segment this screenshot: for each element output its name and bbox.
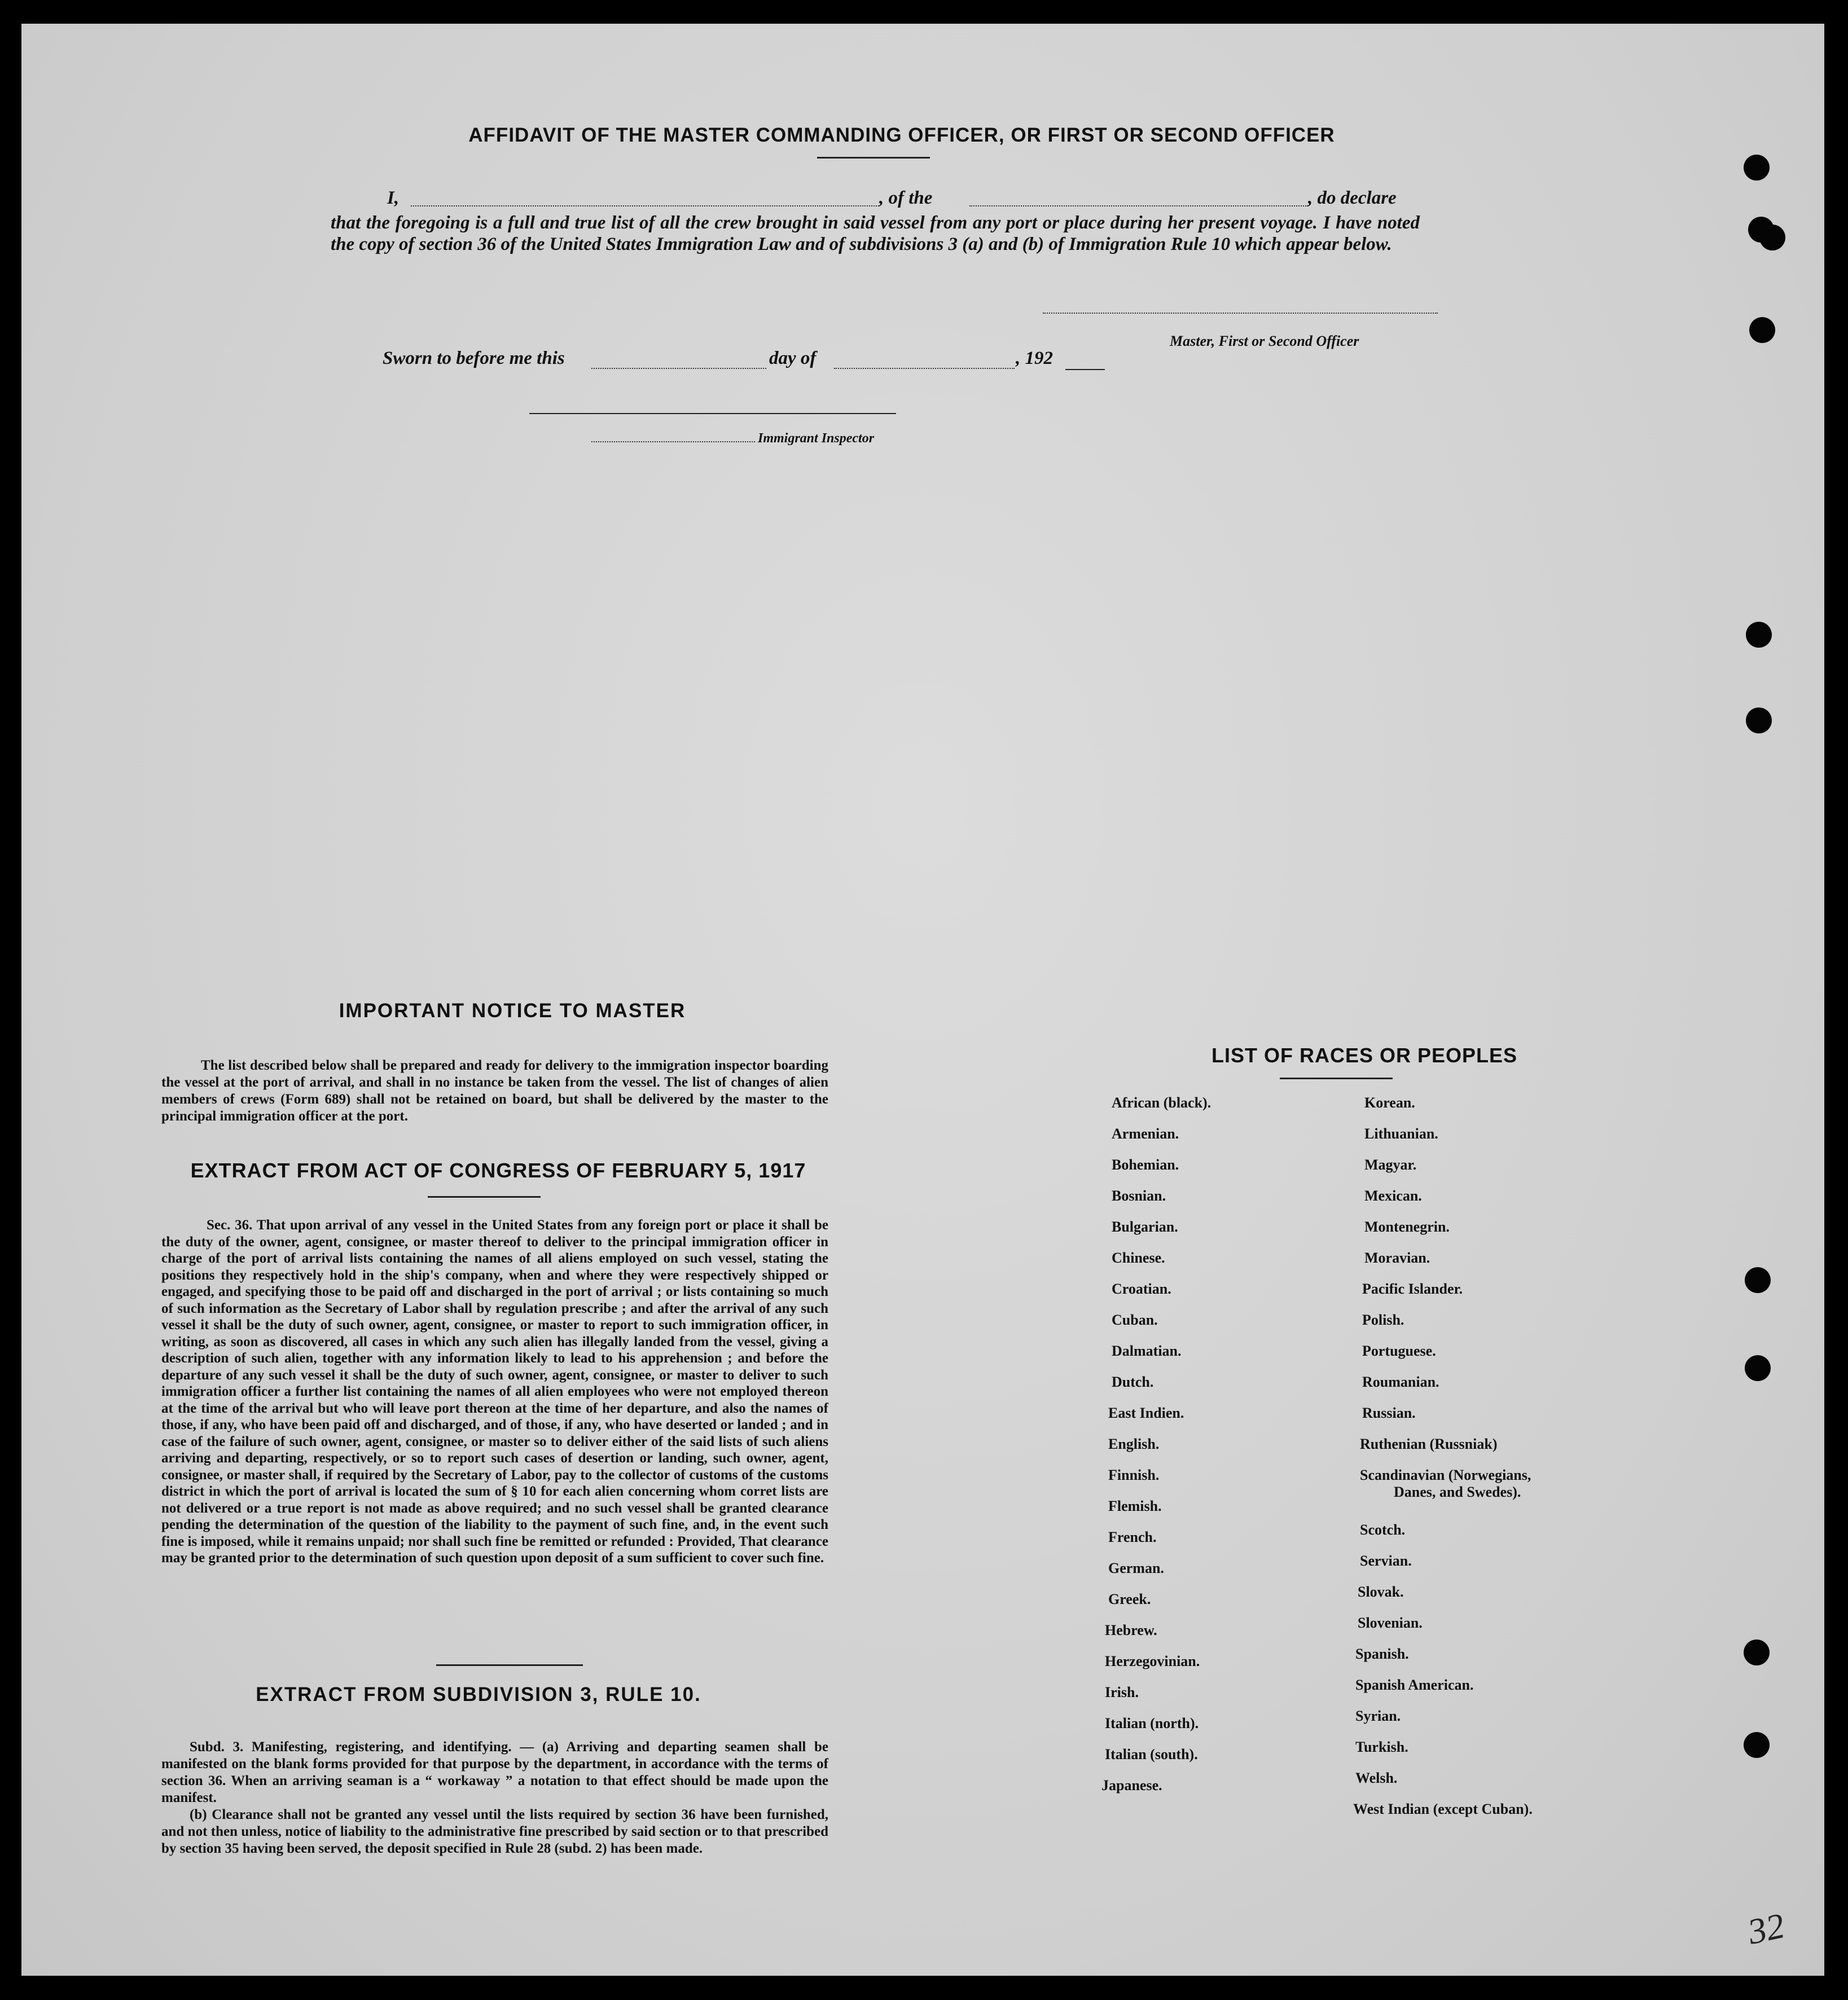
race-right-item: Korean. bbox=[1364, 1094, 1415, 1111]
race-right-item: Slovak. bbox=[1358, 1584, 1404, 1600]
race-left-item: Italian (south). bbox=[1105, 1746, 1198, 1762]
month-blank[interactable] bbox=[834, 368, 1015, 369]
race-left-item: Chinese. bbox=[1112, 1250, 1165, 1266]
race-left-item: Bohemian. bbox=[1112, 1157, 1179, 1173]
race-right-item: Russian. bbox=[1362, 1405, 1416, 1421]
race-left-item: Hebrew. bbox=[1105, 1622, 1157, 1638]
notice-body: The list described below shall be prepared and ready for delivery to the immigration inspector boarding the vessel at the port of arrival, and shall in no instance be taken from the vessel. The list of changes of alien members of crews (Form 689) shall not be retained on board, but shall be delivered by the master to the principal immigration officer at the port. bbox=[161, 1058, 828, 1124]
act-extract-body: Sec. 36. That upon arrival of any vessel in the United States from any foreign port or place it shall be the duty of the owner, agent, consignee, or master thereof to deliver to the principal immigration officer in charge of the port of arrival lists containing the names of all aliens employed on such vessel, stating the positions they respectively hold in the ship's company, when and where they were respectively shipped or engaged, and specifying those to be paid off and discharged in the port of arrival ; or lists containing so much of such information as the Secretary of Labor shall by regulation prescribe ; and after the arrival of any such vessel it shall be the duty of such owner, agent, consignee, or master to report to such immigration officer, in writing, as soon as discovered, all cases in which any such alien has illegally landed from the vessel, giving a description of such alien, together with any information likely to lead to his apprehension ; and before the departure of any such vessel it shall be the duty of such owner, agent, consignee, or master to deliver to such immigration officer a further list containing the names of all alien employees who were not employed thereon at the time of the arrival but who will leave port thereon at the time of her departure, and also the names of those, if any, who have been paid off and discharged, and of those, if any, who have deserted or landed ; and in case of the failure of such owner, agent, consignee, or master so to deliver either of the said lists of such aliens arriving and departing, respectively, or so to report such cases of desertion or landing, such owner, agent, consignee, or master shall, if required by the Secretary of Labor, pay to the collector of customs of the customs district in which the port of arrival is located the sum of § 10 for each alien concerning whom corret lists are not delivered or a true report is not made as above required; and no such vessel shall be granted clearance pending the determination of the question of the liability to the payment of such fine, and, in the event such fine is imposed, while it remains unpaid; nor shall such fine be remitted or refunded : Provided, That clearance may be granted prior to the determination of such question upon deposit of a sum sufficient to cover such fine. bbox=[161, 1217, 828, 1566]
race-left-item: Croatian. bbox=[1112, 1281, 1171, 1297]
punch-hole bbox=[1746, 707, 1772, 733]
inspector-label: Immigrant Inspector bbox=[758, 431, 875, 446]
punch-hole bbox=[1744, 155, 1770, 181]
name-blank[interactable] bbox=[411, 205, 879, 206]
race-left-item: Greek. bbox=[1108, 1591, 1151, 1607]
rule-extract-para-a: Subd. 3. Manifesting, registering, and identifying. — (a) Arriving and departing seamen shall be manifested on the blank forms provided for that purpose by the department, in accordance with the terms of section 36. When an arriving seaman is a “ workaway ” a notation to that effect should be made upon the manifest. bbox=[161, 1739, 828, 1805]
race-left-item: French. bbox=[1108, 1529, 1157, 1545]
race-left-item: English. bbox=[1108, 1436, 1160, 1452]
affidavit-line1-end: , do declare bbox=[1308, 188, 1397, 208]
race-right-item: Turkish. bbox=[1355, 1739, 1408, 1755]
race-left-item: Cuban. bbox=[1112, 1312, 1158, 1328]
race-left-item: East Indien. bbox=[1108, 1405, 1184, 1421]
race-right-item: Roumanian. bbox=[1362, 1374, 1439, 1390]
title-underline bbox=[817, 157, 930, 159]
race-right-item: Ruthenian (Russniak) bbox=[1360, 1436, 1498, 1452]
race-right-item: Magyar. bbox=[1364, 1157, 1417, 1173]
races-title-underline bbox=[1280, 1078, 1393, 1079]
affidavit-title: AFFIDAVIT OF THE MASTER COMMANDING OFFICER, OR FIRST OR SECOND OFFICER bbox=[468, 124, 1335, 146]
inspector-dotted-line bbox=[591, 441, 755, 442]
sworn-prefix: Sworn to before me this bbox=[383, 348, 565, 368]
race-left-item: Japanese. bbox=[1101, 1777, 1162, 1794]
race-right-item: Polish. bbox=[1362, 1312, 1404, 1328]
race-right-item: Moravian. bbox=[1364, 1250, 1430, 1266]
race-left-item: Bosnian. bbox=[1112, 1188, 1166, 1204]
race-left-item: Flemish. bbox=[1108, 1498, 1162, 1514]
race-left-item: Bulgarian. bbox=[1112, 1219, 1178, 1235]
master-label: Master, First or Second Officer bbox=[1170, 333, 1359, 349]
race-right-item: Welsh. bbox=[1355, 1770, 1398, 1786]
race-right-item: Pacific Islander. bbox=[1362, 1281, 1463, 1297]
affidavit-line1-prefix: I, bbox=[387, 188, 400, 208]
race-right-item: Scandinavian (Norwegians, bbox=[1360, 1467, 1531, 1483]
vessel-blank[interactable] bbox=[969, 205, 1308, 206]
race-right-item: Syrian. bbox=[1355, 1708, 1401, 1724]
race-left-item: African (black). bbox=[1112, 1094, 1211, 1111]
act-title-underline bbox=[428, 1196, 541, 1198]
notice-title: IMPORTANT NOTICE TO MASTER bbox=[339, 1000, 686, 1022]
master-signature-line[interactable] bbox=[1043, 313, 1438, 314]
year-blank[interactable] bbox=[1065, 369, 1105, 370]
race-right-item: Montenegrin. bbox=[1364, 1219, 1450, 1235]
affidavit-body: that the foregoing is a full and true list of all the crew brought in said vessel from any port or place during her present voyage. I have noted the copy of section 36 of the United States Immigration Law and of subdivisions 3 (a) and (b) of Immigration Rule 10 which appear below. bbox=[331, 213, 1420, 254]
race-left-item: Dutch. bbox=[1112, 1374, 1154, 1390]
day-of-label: day of bbox=[769, 348, 817, 368]
race-right-item: Mexican. bbox=[1364, 1188, 1422, 1204]
punch-hole bbox=[1749, 317, 1775, 343]
day-blank[interactable] bbox=[591, 368, 766, 369]
race-right-item: Portuguese. bbox=[1362, 1343, 1436, 1359]
punch-hole bbox=[1745, 1267, 1771, 1293]
handwritten-page-number: 32 bbox=[1744, 1905, 1788, 1952]
race-left-item: German. bbox=[1108, 1560, 1164, 1576]
race-right-item: West Indian (except Cuban). bbox=[1353, 1801, 1533, 1817]
inspector-signature-line[interactable] bbox=[529, 413, 896, 414]
race-right-item: Lithuanian. bbox=[1364, 1126, 1438, 1142]
punch-hole bbox=[1759, 225, 1785, 250]
rule-extract-para-b: (b) Clearance shall not be granted any vessel until the lists required by section 36 have been furnished, and not then unless, notice of liability to the administrative fine prescribed by said section or to that prescribed by section 35 having been served, the deposit specified in Rule 28 (subd. 2) has been made. bbox=[161, 1807, 828, 1856]
race-left-item: Finnish. bbox=[1108, 1467, 1160, 1483]
rule-extract-top-rule bbox=[436, 1664, 583, 1666]
punch-hole bbox=[1745, 1355, 1771, 1381]
races-title: LIST OF RACES OR PEOPLES bbox=[1211, 1044, 1518, 1067]
race-right-item: Spanish. bbox=[1355, 1646, 1409, 1662]
race-right-item: Slovenian. bbox=[1358, 1615, 1423, 1631]
punch-hole bbox=[1744, 1732, 1770, 1758]
punch-hole bbox=[1746, 622, 1772, 648]
act-extract-title: EXTRACT FROM ACT OF CONGRESS OF FEBRUARY 5, 1917 bbox=[190, 1159, 806, 1182]
race-right-item: Servian. bbox=[1360, 1553, 1412, 1569]
race-left-item: Armenian. bbox=[1112, 1126, 1179, 1142]
rule-extract-title: EXTRACT FROM SUBDIVISION 3, RULE 10. bbox=[256, 1683, 701, 1706]
race-right-item: Spanish American. bbox=[1355, 1677, 1474, 1693]
race-right-item: Danes, and Swedes). bbox=[1394, 1484, 1521, 1500]
race-left-item: Irish. bbox=[1105, 1684, 1139, 1700]
affidavit-line1-mid: , of the bbox=[879, 188, 933, 208]
race-left-item: Italian (north). bbox=[1105, 1715, 1199, 1731]
punch-hole bbox=[1744, 1639, 1770, 1665]
race-left-item: Herzegovinian. bbox=[1105, 1653, 1200, 1669]
race-left-item: Dalmatian. bbox=[1112, 1343, 1182, 1359]
document-page bbox=[21, 24, 1824, 1976]
race-right-item: Scotch. bbox=[1360, 1522, 1406, 1538]
year-prefix: , 192 bbox=[1016, 348, 1053, 368]
